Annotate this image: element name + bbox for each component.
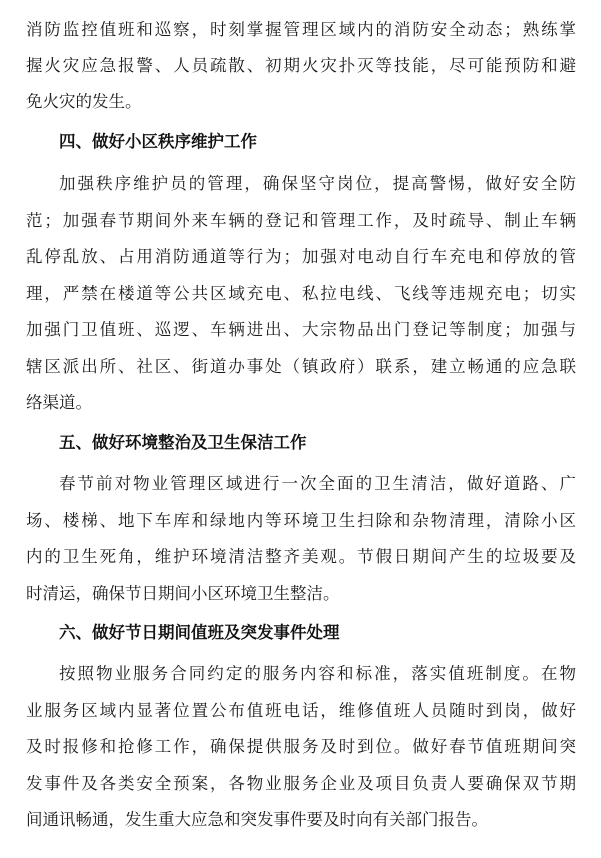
section4-line-1: 加强秩序维护员的管理，确保坚守岗位，提高警惕，做好安全防 (59, 174, 576, 193)
para1-line-3: 免火灾的发生。 (26, 92, 142, 111)
section5-line-2: 场、楼梯、地下车库和绿地内等环境卫生扫除和杂物清理，清除小区 (26, 511, 576, 530)
section6-line-1: 按照物业服务合同约定的服务内容和标准，落实值班制度。在物 (59, 664, 576, 683)
section4-heading: 四、做好小区秩序维护工作 (59, 132, 257, 151)
section6-line-2: 业服务区域内显著位置公布值班电话，维修值班人员随时到岗，做好 (26, 701, 576, 720)
section4-line-6: 辖区派出所、社区、街道办事处（镇政府）联系，建立畅通的应急联 (26, 357, 576, 376)
section4-line-2: 范；加强春节期间外来车辆的登记和管理工作，及时疏导、制止车辆 (26, 211, 576, 230)
section4-line-7: 络渠道。 (26, 393, 92, 412)
section6-line-4: 发事件及各类安全预案，各物业服务企业及项目负责人要确保双节期 (26, 774, 576, 793)
section5-line-1: 春节前对物业管理区域进行一次全面的卫生清洁，做好道路、广 (59, 474, 576, 493)
section6-heading: 六、做好节日期间值班及突发事件处理 (59, 623, 340, 642)
section4-line-5: 加强门卫值班、巡逻、车辆进出、大宗物品出门登记等制度；加强与 (26, 320, 576, 339)
section5-heading: 五、做好环境整治及卫生保洁工作 (59, 433, 307, 452)
section4-line-3: 乱停乱放、占用消防通道等行为；加强对电动自行车充电和停放的管 (26, 247, 576, 266)
section5-line-3: 内的卫生死角，维护环境清洁整齐美观。节假日期间产生的垃圾要及 (26, 547, 576, 566)
section4-line-4: 理，严禁在楼道等公共区域充电、私拉电线、飞线等违规充电；切实 (26, 284, 576, 303)
section6-line-3: 及时报修和抢修工作，确保提供服务及时到位。做好春节值班期间突 (26, 737, 576, 756)
section6-line-5: 间通讯畅通，发生重大应急和突发事件要及时向有关部门报告。 (26, 810, 488, 829)
para1-line-1: 消防监控值班和巡察，时刻掌握管理区域内的消防安全动态；熟练掌 (26, 20, 576, 39)
para1-line-2: 握火灾应急报警、人员疏散、初期火灾扑灭等技能，尽可能预防和避 (26, 56, 576, 75)
section5-line-4: 时清运，确保节日期间小区环境卫生整洁。 (26, 584, 340, 603)
